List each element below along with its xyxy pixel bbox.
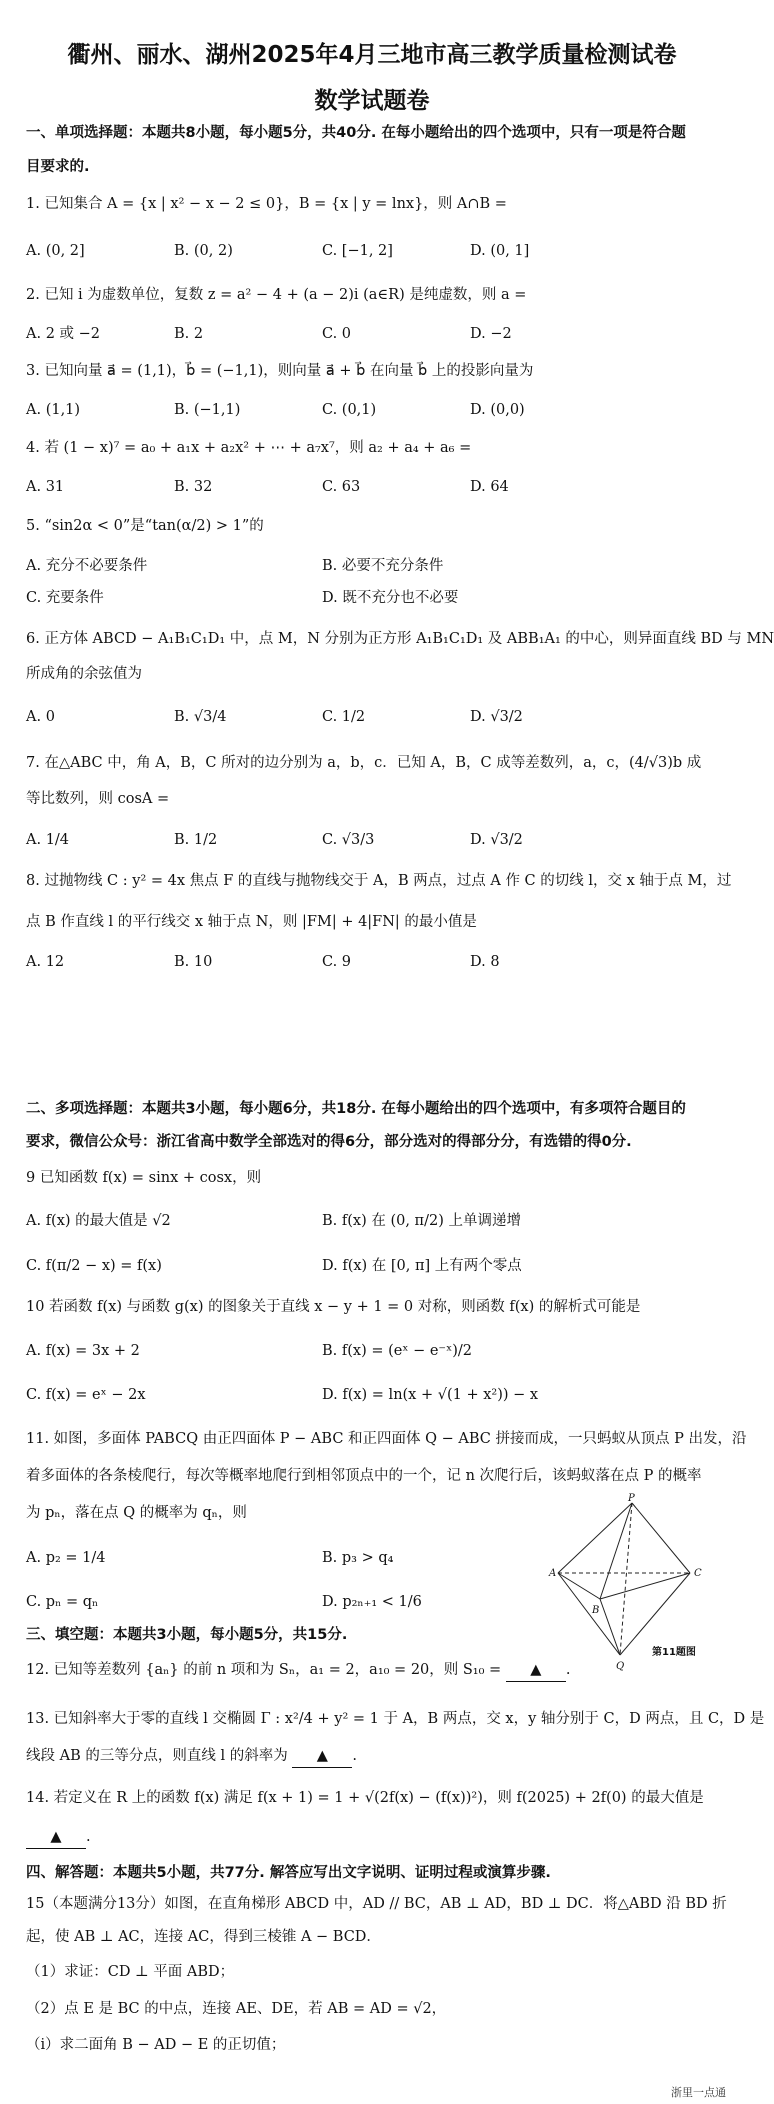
- q9-stem: 9 已知函数 f(x) = sinx + cosx，则: [26, 1170, 262, 1186]
- q13-stem-line1: 13. 已知斜率大于零的直线 l 交椭圆 Γ : x²/4 + y² = 1 于 A，B 两点，交 x，y 轴分别于 C，D 两点，且 C，D 是: [26, 1711, 765, 1727]
- q8-stem-line2: 点 B 作直线 l 的平行线交 x 轴于点 N，则 |FM| + 4|FN| 的最小值是: [26, 914, 477, 930]
- q11-stem-line1: 11. 如图，多面体 PABCQ 由正四面体 P − ABC 和正四面体 Q − ABC 拼接而成，一只蚂蚁从顶点 P 出发，沿: [26, 1431, 747, 1447]
- q7-option-d: D. √3/2: [470, 832, 523, 848]
- q7-stem-line2: 等比数列，则 cosA =: [26, 791, 170, 807]
- q4-stem: 4. 若 (1 − x)⁷ = a₀ + a₁x + a₂x² + ⋯ + a₇x⁷，则 a₂ + a₄ + a₆ =: [26, 440, 472, 456]
- edge-pc: [632, 1503, 690, 1573]
- q12-line: [26, 1659, 726, 1682]
- q3-stem: 3. 已知向量 a⃗ = (1,1)，b⃗ = (−1,1)，则向量 a⃗ + b⃗ 在向量 b⃗ 上的投影向量为: [26, 363, 534, 379]
- q1-stem: 1. 已知集合 A = {x | x² − x − 2 ≤ 0}，B = {x | y = lnx}，则 A∩B =: [26, 196, 507, 212]
- section1-heading-line1: 一、单项选择题：本题共8小题，每小题5分，共40分. 在每小题给出的四个选项中，只有一项是符合题: [26, 125, 686, 141]
- q3-option-c: C. (0,1): [322, 402, 377, 418]
- q7-option-c: C. √3/3: [322, 832, 375, 848]
- q4-option-d: D. 64: [470, 479, 509, 495]
- section2-heading-line2: 要求，微信公众号：浙江省高中数学全部选对的得6分，部分选对的得部分分，有选错的得0分.: [26, 1134, 632, 1150]
- q2-option-a: A. 2 或 −2: [26, 326, 101, 342]
- q11-stem-line2: 着多面体的各条棱爬行，每次等概率地爬行到相邻顶点中的一个，记 n 次爬行后，该蚂蚁落在点 P 的概率: [26, 1468, 702, 1484]
- q3-option-b: B. (−1,1): [174, 402, 241, 418]
- q15-stem-line2: 起，使 AB ⊥ AC，连接 AC，得到三棱锥 A − BCD．: [26, 1929, 381, 1945]
- q8-stem-line1: 8. 过抛物线 C : y² = 4x 焦点 F 的直线与抛物线交于 A，B 两点，过点 A 作 C 的切线 l，交 x 轴于点 M，过: [26, 873, 732, 889]
- vertex-label-b: B: [592, 1605, 600, 1616]
- q11-option-b: B. p₃ > q₄: [322, 1550, 394, 1566]
- q6-option-d: D. √3/2: [470, 709, 523, 725]
- q10-option-b: B. f(x) = (eˣ − e⁻ˣ)/2: [322, 1343, 472, 1359]
- q11-option-d: D. p₂ₙ₊₁ < 1/6: [322, 1594, 422, 1610]
- q15-stem-line1: 15（本题满分13分）如图，在直角梯形 ABCD 中，AD // BC，AB ⊥ AD，BD ⊥ DC．将△ABD 沿 BD 折: [26, 1896, 727, 1912]
- q11-option-c: C. pₙ = qₙ: [26, 1594, 99, 1610]
- q2-option-b: B. 2: [174, 326, 204, 342]
- section4-heading: 四、解答题：本题共5小题，共77分. 解答应写出文字说明、证明过程或演算步骤.: [26, 1865, 551, 1881]
- q8-option-a: A. 12: [26, 954, 65, 970]
- q14-answer-blank: ▲: [26, 1826, 86, 1849]
- q9-option-d: D. f(x) 在 [0, π] 上有两个零点: [322, 1258, 522, 1274]
- q2-stem: 2. 已知 i 为虚数单位，复数 z = a² − 4 + (a − 2)i (a∈R) 是纯虚数，则 a =: [26, 287, 527, 303]
- q2-option-c: C. 0: [322, 326, 352, 342]
- q10-stem: 10 若函数 f(x) 与函数 g(x) 的图象关于直线 x − y + 1 = 0 对称，则函数 f(x) 的解析式可能是: [26, 1299, 641, 1315]
- q8-option-b: B. 10: [174, 954, 213, 970]
- q6-stem-line1: 6. 正方体 ABCD − A₁B₁C₁D₁ 中，点 M，N 分别为正方形 A₁B₁C₁D₁ 及 ABB₁A₁ 的中心，则异面直线 BD 与 MN: [26, 631, 774, 647]
- q4-option-c: C. 63: [322, 479, 361, 495]
- q3-option-a: A. (1,1): [26, 402, 81, 418]
- q1-option-a: A. (0, 2]: [26, 243, 85, 259]
- q14-line2: [26, 1826, 726, 1849]
- vertex-label-c: C: [694, 1568, 702, 1579]
- q4-option-b: B. 32: [174, 479, 213, 495]
- section3-heading: 三、填空题：本题共3小题，每小题5分，共15分.: [26, 1627, 348, 1643]
- q13-line2: [26, 1745, 726, 1768]
- q6-option-c: C. 1/2: [322, 709, 366, 725]
- q1-option-c: C. [−1, 2]: [322, 243, 393, 259]
- q12-end: .: [565, 1662, 571, 1678]
- q14-stem-line1: 14. 若定义在 R 上的函数 f(x) 满足 f(x + 1) = 1 + √(2f(x) − (f(x))²)，则 f(2025) + 2f(0) 的最大值是: [26, 1790, 704, 1806]
- vertex-label-p: P: [628, 1493, 635, 1504]
- q13-stem-line2: 线段 AB 的三等分点，则直线 l 的斜率为: [26, 1748, 288, 1764]
- section1-heading-line2: 目要求的.: [26, 159, 90, 175]
- q5-stem: 5. “sin2α < 0”是“tan(α/2) > 1”的: [26, 518, 264, 534]
- q11-option-a: A. p₂ = 1/4: [26, 1550, 106, 1566]
- q7-option-a: A. 1/4: [26, 832, 70, 848]
- q13-answer-blank: ▲: [292, 1745, 352, 1768]
- q11-stem-line3: 为 pₙ，落在点 Q 的概率为 qₙ，则: [26, 1505, 247, 1521]
- q9-option-b: B. f(x) 在 (0, π/2) 上单调递增: [322, 1213, 521, 1229]
- exam-subtitle: 数学试题卷: [314, 88, 430, 114]
- vertex-label-a: A: [549, 1568, 557, 1579]
- q8-option-c: C. 9: [322, 954, 352, 970]
- q14-end: .: [86, 1829, 91, 1845]
- q6-stem-line2: 所成角的余弦值为: [26, 666, 142, 682]
- q11-figure-caption: 第11题图: [652, 1647, 696, 1658]
- q1-option-b: B. (0, 2): [174, 243, 233, 259]
- q15-part2: （2）点 E 是 BC 的中点，连接 AE、DE，若 AB = AD = √2，: [26, 2001, 447, 2017]
- q15-part2-i: （i）求二面角 B − AD − E 的正切值；: [26, 2037, 286, 2053]
- q5-option-d: D. 既不充分也不必要: [322, 590, 459, 606]
- q12-answer-blank: ▲: [506, 1659, 566, 1682]
- q9-option-a: A. f(x) 的最大值是 √2: [26, 1213, 171, 1229]
- edge-pb: [600, 1503, 632, 1599]
- edge-ab: [558, 1573, 600, 1599]
- q6-option-a: A. 0: [26, 709, 55, 725]
- edge-bc: [600, 1573, 690, 1599]
- q2-option-d: D. −2: [470, 326, 512, 342]
- footer-watermark: 浙里一点通: [671, 2086, 726, 2099]
- q7-stem-line1: 7. 在△ABC 中，角 A，B，C 所对的边分别为 a，b，c．已知 A，B，C 成等差数列，a，c，(4/√3)b 成: [26, 755, 702, 771]
- q4-option-a: A. 31: [26, 479, 65, 495]
- q7-option-b: B. 1/2: [174, 832, 218, 848]
- q5-option-a: A. 充分不必要条件: [26, 558, 148, 574]
- q9-option-c: C. f(π/2 − x) = f(x): [26, 1258, 162, 1274]
- exam-title: 衢州、丽水、湖州2025年4月三地市高三教学质量检测试卷: [67, 42, 677, 68]
- q13-end: .: [352, 1748, 357, 1764]
- q1-option-d: D. (0, 1]: [470, 243, 530, 259]
- q10-option-a: A. f(x) = 3x + 2: [26, 1343, 140, 1359]
- q5-option-c: C. 充要条件: [26, 590, 104, 606]
- section2-heading-line1: 二、多项选择题：本题共3小题，每小题6分，共18分. 在每小题给出的四个选项中，有多项符合题目的: [26, 1101, 686, 1117]
- q8-option-d: D. 8: [470, 954, 500, 970]
- q6-option-b: B. √3/4: [174, 709, 227, 725]
- q10-option-c: C. f(x) = eˣ − 2x: [26, 1387, 146, 1403]
- q12-stem: 12. 已知等差数列 {aₙ} 的前 n 项和为 Sₙ，a₁ = 2，a₁₀ = 20，则 S₁₀ =: [26, 1662, 502, 1678]
- edge-pa: [558, 1503, 632, 1573]
- q10-option-d: D. f(x) = ln(x + √(1 + x²)) − x: [322, 1387, 539, 1403]
- q15-part1: （1）求证：CD ⊥ 平面 ABD；: [26, 1964, 235, 1980]
- q3-option-d: D. (0,0): [470, 402, 525, 418]
- q5-option-b: B. 必要不充分条件: [322, 558, 444, 574]
- vertex-label-q: Q: [616, 1661, 625, 1672]
